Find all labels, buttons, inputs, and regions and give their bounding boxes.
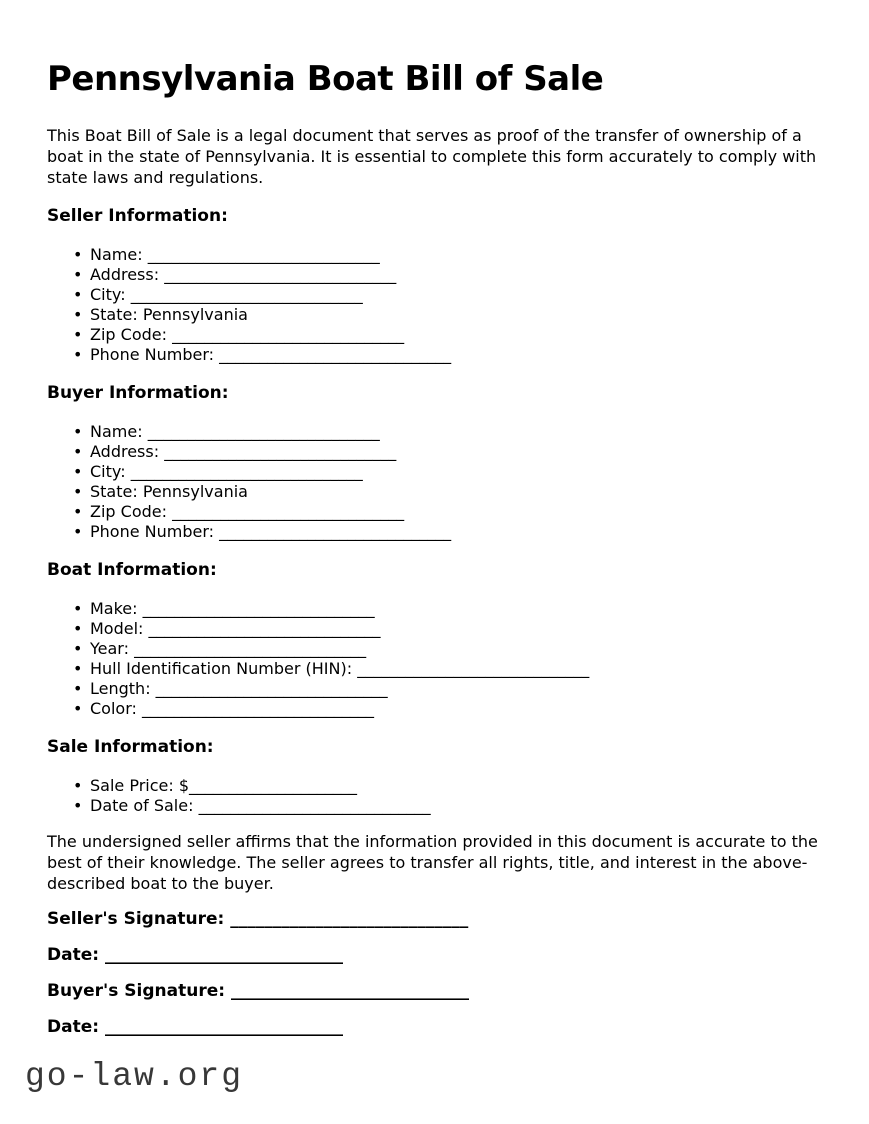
field-label: Name: [90, 422, 143, 441]
field-blank-line: $_____________________ [178, 776, 358, 795]
field-value: Pennsylvania [142, 482, 248, 501]
sale-date-field [47, 796, 825, 816]
field-blank-line: _____________________________ [142, 599, 375, 618]
buyer-phone-field [47, 522, 825, 542]
footer-watermark: go-law.org [25, 1058, 244, 1095]
field-blank-line: _____________________________ [155, 679, 388, 698]
field-blank-line: _____________________________ [147, 422, 380, 441]
field-label: Phone Number: [90, 522, 215, 541]
buyer-info-list [47, 422, 825, 542]
field-label: Color: [90, 699, 137, 718]
signature-blank-line: ____________________________ [230, 981, 469, 1001]
boat-info-list [47, 599, 825, 719]
field-blank-line: _____________________________ [164, 442, 397, 461]
seller-info-list [47, 245, 825, 365]
field-blank-line: _____________________________ [219, 522, 452, 541]
seller-address-field [47, 265, 825, 285]
signature-label: Date: [47, 945, 100, 965]
seller-city-field [47, 285, 825, 305]
field-label: Zip Code: [90, 502, 167, 521]
sale-price-field [47, 776, 825, 796]
signature-blank-line: ____________________________ [104, 945, 343, 965]
section-heading-seller: Seller Information: [47, 206, 228, 226]
field-label: Name: [90, 245, 143, 264]
field-label: Address: [90, 442, 160, 461]
field-label: Make: [90, 599, 138, 618]
section-heading-buyer: Buyer Information: [47, 383, 229, 403]
field-blank-line: _____________________________ [164, 265, 397, 284]
field-blank-line: _____________________________ [219, 345, 452, 364]
boat-length-field [47, 679, 825, 699]
field-label: Model: [90, 619, 144, 638]
buyer-state-field [47, 482, 825, 502]
seller-phone-field [47, 345, 825, 365]
signature-blank-line: ____________________________ [230, 909, 469, 929]
signature-label: Buyer's Signature: [47, 981, 226, 1001]
section-heading-sale: Sale Information: [47, 737, 214, 757]
sale-info-list [47, 776, 825, 816]
page-title: Pennsylvania Boat Bill of Sale [47, 59, 604, 99]
field-label: State: [90, 305, 138, 324]
seller-zip-field [47, 325, 825, 345]
field-blank-line: _____________________________ [148, 619, 381, 638]
field-blank-line: _____________________________ [141, 699, 374, 718]
field-label: City: [90, 285, 126, 304]
field-label: Phone Number: [90, 345, 215, 364]
buyer-signature-row [47, 980, 825, 1002]
field-label: Year: [90, 639, 129, 658]
field-value: Pennsylvania [142, 305, 248, 324]
field-label: State: [90, 482, 138, 501]
field-label: City: [90, 462, 126, 481]
signature-label: Seller's Signature: [47, 909, 225, 929]
field-blank-line: _____________________________ [198, 796, 431, 815]
signature-label: Date: [47, 1017, 100, 1037]
boat-make-field [47, 599, 825, 619]
field-label: Sale Price: [90, 776, 174, 795]
seller-signature-date-row [47, 944, 825, 966]
field-label: Date of Sale: [90, 796, 194, 815]
boat-model-field [47, 619, 825, 639]
boat-year-field [47, 639, 825, 659]
intro-paragraph: This Boat Bill of Sale is a legal document that serves as proof of the transfer of ownership of a boat in the state of Pennsylvania. It is essential to complete this form accurately to comply with state laws and regulations. [47, 126, 817, 187]
field-blank-line: _____________________________ [130, 285, 363, 304]
field-blank-line: _____________________________ [147, 245, 380, 264]
seller-state-field [47, 305, 825, 325]
boat-color-field [47, 699, 825, 719]
field-blank-line: _____________________________ [134, 639, 367, 658]
buyer-zip-field [47, 502, 825, 522]
buyer-address-field [47, 442, 825, 462]
field-blank-line: _____________________________ [357, 659, 590, 678]
buyer-city-field [47, 462, 825, 482]
field-label: Hull Identification Number (HIN): [90, 659, 353, 678]
seller-signature-row [47, 908, 825, 930]
boat-hin-field [47, 659, 825, 679]
field-label: Zip Code: [90, 325, 167, 344]
section-heading-boat: Boat Information: [47, 560, 217, 580]
field-blank-line: _____________________________ [172, 325, 405, 344]
signature-blank-line: ____________________________ [104, 1017, 343, 1037]
affirmation-paragraph: The undersigned seller affirms that the information provided in this document is accurate to the best of their knowledge. The seller agrees to transfer all rights, title, and interest in the above-described boat to the buyer. [47, 832, 818, 893]
field-label: Address: [90, 265, 160, 284]
field-blank-line: _____________________________ [130, 462, 363, 481]
field-blank-line: _____________________________ [172, 502, 405, 521]
seller-name-field [47, 245, 825, 265]
buyer-signature-date-row [47, 1016, 825, 1038]
buyer-name-field [47, 422, 825, 442]
field-label: Length: [90, 679, 151, 698]
